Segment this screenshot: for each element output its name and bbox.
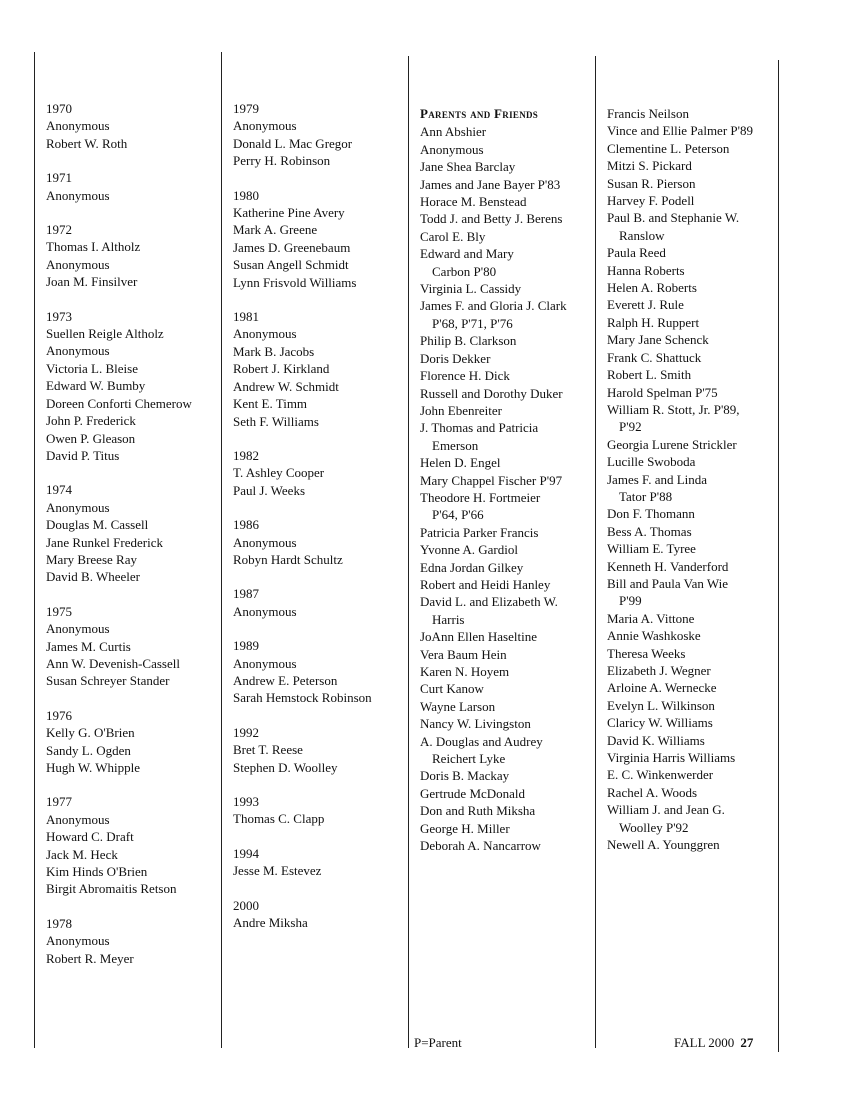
donor-name: Curt Kanow [420, 681, 484, 697]
class-year-group [233, 637, 372, 707]
donor-entry [420, 628, 567, 645]
donor-name: Everett J. Rule [607, 297, 684, 313]
donor-name: Robert W. Roth [46, 135, 128, 151]
donor-name: Kent E. Timm [233, 396, 308, 412]
donor-name: Arloine A. Wernecke [607, 680, 717, 696]
donor-entry [420, 419, 567, 454]
donor-name: Lucille Swoboda [607, 454, 696, 470]
donor-name: David P. Titus [46, 447, 120, 463]
donor-name: Thomas I. Altholz [46, 239, 141, 255]
donor-entry [607, 349, 753, 366]
donor-name: Helen A. Roberts [607, 280, 697, 296]
donor-column-3 [420, 105, 567, 854]
donor-name: Bill and Paula Van Wie [607, 575, 729, 591]
donor-entry [420, 593, 567, 628]
donor-name: Stephen D. Woolley [233, 759, 338, 775]
donor-name: Kenneth H. Vanderford [607, 558, 729, 574]
donor-name: James F. and Linda [607, 471, 708, 487]
donor-name: Jane Runkel Frederick [46, 534, 163, 550]
donor-name: Edward W. Bumby [46, 378, 146, 394]
donor-name: Anonymous [46, 118, 110, 134]
donor-entry [607, 296, 753, 313]
donor-name: Don F. Thomann [607, 506, 695, 522]
donor-entry [420, 837, 567, 854]
donor-name: Victoria L. Bleise [46, 360, 138, 376]
donor-entry [420, 698, 567, 715]
column-rule-3 [408, 56, 409, 1048]
donor-name: Anonymous [46, 256, 110, 272]
donor-entry [607, 801, 753, 836]
donor-entry [607, 836, 753, 853]
donor-entry [607, 679, 753, 696]
donor-entry [607, 453, 753, 470]
class-year-group [46, 707, 192, 777]
donor-name: Paula Reed [607, 245, 666, 261]
donor-entry [607, 505, 753, 522]
donor-entry [420, 402, 567, 419]
donor-name-continued: P'64, P'66 [432, 507, 484, 523]
donor-name: Mary Breese Ray [46, 551, 137, 567]
donor-name: Jesse M. Estevez [233, 863, 322, 879]
donor-entry [420, 454, 567, 471]
donor-entry [420, 280, 567, 297]
donor-entry [607, 140, 753, 157]
donor-entry [420, 715, 567, 732]
donor-name: Wayne Larson [420, 698, 496, 714]
donor-name: Russell and Dorothy Duker [420, 385, 563, 401]
class-year: 1993 [233, 794, 259, 809]
donor-entry [420, 350, 567, 367]
donor-name: James M. Curtis [46, 638, 131, 654]
donor-entry [607, 175, 753, 192]
donor-name: John Ebenreiter [420, 402, 502, 418]
donor-entry [420, 472, 567, 489]
donor-entry [607, 122, 753, 139]
donor-name: Perry H. Robinson [233, 153, 331, 169]
donor-name: Nancy W. Livingston [420, 716, 531, 732]
donor-name: Donald L. Mac Gregor [233, 135, 353, 151]
class-year: 1977 [46, 794, 72, 810]
donor-name: George H. Miller [420, 820, 510, 836]
class-year-group [233, 897, 372, 932]
donor-name-continued: Reichert Lyke [432, 751, 506, 767]
class-year: 1994 [233, 845, 259, 861]
donor-name: Robert L. Smith [607, 367, 692, 383]
class-year: 1992 [233, 724, 259, 740]
donor-name: Vera Baum Hein [420, 646, 507, 662]
class-year: 1972 [46, 222, 72, 238]
donor-name: Yvonne A. Gardiol [420, 542, 518, 558]
donor-name: Owen P. Gleason [46, 430, 136, 446]
column-rule-4 [595, 56, 596, 1048]
donor-name: Hugh W. Whipple [46, 760, 141, 775]
donor-entry [607, 697, 753, 714]
donor-name: Anonymous [233, 534, 297, 550]
donor-name: Doris B. Mackay [420, 768, 510, 784]
donor-name: Harold Spelman P'75 [607, 384, 718, 400]
class-year-group [46, 915, 192, 967]
donor-name: Horace M. Benstead [420, 194, 527, 210]
donor-name: Virginia Harris Williams [607, 750, 736, 766]
donor-name: Anonymous [46, 811, 110, 827]
class-year: 1979 [233, 101, 259, 116]
donor-entry [607, 436, 753, 453]
donor-name: Mary Jane Schenck [607, 332, 709, 348]
donor-name: David K. Williams [607, 732, 705, 748]
donor-name: J. Thomas and Patricia [420, 420, 539, 436]
class-year-group [233, 516, 372, 568]
donor-name: Anonymous [233, 326, 297, 342]
donor-name: Newell A. Younggren [607, 837, 720, 853]
donor-entry [420, 176, 567, 193]
donor-name: Bess A. Thomas [607, 523, 692, 539]
donor-entry [607, 662, 753, 679]
page-number: 27 [740, 1035, 754, 1050]
donor-entry [420, 367, 567, 384]
donor-name: Robert J. Kirkland [233, 361, 330, 377]
footer-issue [674, 1035, 753, 1051]
donor-name: Bret T. Reese [233, 742, 303, 758]
donor-entry [607, 279, 753, 296]
donor-name: Howard C. Draft [46, 829, 134, 845]
class-year: 1987 [233, 586, 259, 602]
donor-name: Ann W. Devenish-Cassell [46, 655, 180, 671]
donor-name: Philip B. Clarkson [420, 333, 517, 349]
class-year-group [233, 100, 372, 170]
donor-name: Vince and Ellie Palmer P'89 [607, 123, 753, 139]
donor-name: David L. and Elizabeth W. [420, 594, 558, 610]
donor-name-continued: P'92 [619, 419, 642, 435]
donor-name: Maria A. Vittone [607, 610, 695, 626]
class-year-group [233, 793, 372, 828]
donor-name: Anonymous [233, 118, 297, 134]
donor-name: Ann Abshier [420, 124, 487, 140]
column-rule-1 [34, 52, 35, 1048]
donor-entry [420, 158, 567, 175]
donor-name: Kelly G. O'Brien [46, 725, 135, 741]
donor-name: William R. Stott, Jr. P'89, [607, 401, 740, 417]
class-year: 1982 [233, 447, 259, 463]
donor-entry [420, 245, 567, 280]
class-year: 1989 [233, 638, 259, 654]
donor-name: Suellen Reigle Altholz [46, 326, 164, 342]
donor-entry [420, 210, 567, 227]
donor-name: Mitzi S. Pickard [607, 158, 692, 174]
donor-name: T. Ashley Cooper [233, 465, 325, 481]
class-year-group [233, 724, 372, 776]
issue-label: FALL 2000 [674, 1035, 735, 1050]
donor-name-continued: Tator P'88 [619, 488, 673, 504]
donor-entry [420, 576, 567, 593]
donor-name: Lynn Frisvold Williams [233, 274, 357, 290]
donor-name: Hanna Roberts [607, 262, 685, 278]
donor-entry [607, 766, 753, 783]
donor-name: Todd J. and Betty J. Berens [420, 211, 563, 227]
donor-entry [607, 784, 753, 801]
column-rule-2 [221, 52, 222, 1048]
class-year: 2000 [233, 897, 259, 913]
class-year-group [233, 308, 372, 430]
donor-name: Anonymous [420, 141, 484, 157]
donor-entry [420, 559, 567, 576]
donor-name-continued: Emerson [432, 437, 479, 453]
donor-entry [607, 523, 753, 540]
donor-entry [607, 105, 753, 122]
donor-name: Jane Shea Barclay [420, 159, 516, 175]
class-year: 1981 [233, 309, 259, 325]
donor-name-continued: P'68, P'71, P'76 [432, 315, 513, 331]
donor-name: Deborah A. Nancarrow [420, 838, 541, 854]
donor-entry [420, 123, 567, 140]
donor-entry [607, 714, 753, 731]
donor-entry [420, 820, 567, 837]
donor-name: Virginia L. Cassidy [420, 281, 522, 297]
donor-name: Paul J. Weeks [233, 482, 306, 498]
donor-name: Ralph H. Ruppert [607, 314, 700, 330]
parents-friends-list [420, 123, 567, 854]
donor-name: Kim Hinds O'Brien [46, 864, 148, 880]
donor-name: Florence H. Dick [420, 368, 510, 384]
donor-name: James D. Greenebaum [233, 239, 351, 255]
donor-entry [420, 228, 567, 245]
donor-name: Robert and Heidi Hanley [420, 576, 551, 592]
donor-name: James and Jane Bayer P'83 [420, 176, 561, 192]
class-year-group [233, 845, 372, 880]
donor-entry [607, 749, 753, 766]
donor-entry [607, 627, 753, 644]
donor-name: Sandy L. Ogden [46, 742, 131, 758]
donor-name: Anonymous [46, 621, 110, 637]
class-year-group [46, 481, 192, 585]
donor-entry [607, 732, 753, 749]
donor-name: Claricy W. Williams [607, 715, 713, 731]
donor-name: Edna Jordan Gilkey [420, 559, 524, 575]
donor-entry [607, 645, 753, 662]
class-year: 1970 [46, 101, 72, 116]
class-year-group [233, 585, 372, 620]
donor-entry [420, 385, 567, 402]
donor-entry [420, 767, 567, 784]
donor-name-continued: Woolley P'92 [619, 819, 689, 835]
donor-name: Don and Ruth Miksha [420, 803, 536, 819]
class-year: 1976 [46, 707, 72, 723]
donor-name: Jack M. Heck [46, 846, 118, 862]
donor-name: Harvey F. Podell [607, 193, 695, 209]
donor-name: Anonymous [233, 655, 297, 671]
donor-name: Rachel A. Woods [607, 784, 698, 800]
donor-name: Doris Dekker [420, 350, 491, 366]
donor-name: Susan R. Pierson [607, 175, 696, 191]
class-year-group [46, 308, 192, 465]
donor-entry [420, 802, 567, 819]
donor-entry [420, 193, 567, 210]
class-year-group [46, 603, 192, 690]
class-year: 1971 [46, 170, 72, 186]
donor-entry [607, 610, 753, 627]
donor-name: Anonymous [46, 343, 110, 359]
donor-name: JoAnn Ellen Haseltine [420, 629, 537, 645]
donor-name: Doreen Conforti Chemerow [46, 395, 192, 411]
donor-name: Helen D. Engel [420, 455, 501, 471]
donor-name: Mark B. Jacobs [233, 343, 315, 359]
donor-name: Andrew E. Peterson [233, 672, 338, 688]
donor-name: Elizabeth J. Wegner [607, 663, 711, 678]
donor-name: Theodore H. Fortmeier [420, 489, 541, 505]
class-year-group [233, 187, 372, 291]
donor-name: Carol E. Bly [420, 228, 486, 244]
donor-name: Mary Chappel Fischer P'97 [420, 472, 563, 488]
donor-entry [607, 157, 753, 174]
donor-name: Karen N. Hoyem [420, 664, 510, 679]
donor-entry [420, 489, 567, 524]
class-year: 1986 [233, 517, 259, 533]
donor-entry [607, 192, 753, 209]
footer-legend: P=Parent [414, 1035, 462, 1050]
donor-entry [607, 262, 753, 279]
donor-entry [607, 384, 753, 401]
donor-name: Katherine Pine Avery [233, 205, 345, 221]
donor-entry [420, 646, 567, 663]
donor-name: Robyn Hardt Schultz [233, 551, 343, 567]
donor-name: Anonymous [46, 187, 110, 203]
donor-name: Annie Washkoske [607, 628, 701, 644]
donor-name: A. Douglas and Audrey [420, 733, 543, 749]
donor-entry [607, 209, 753, 244]
donor-name: Thomas C. Clapp [233, 811, 325, 827]
donor-name-continued: Harris [432, 611, 465, 627]
donor-name: Anonymous [46, 933, 110, 949]
donor-name: Evelyn L. Wilkinson [607, 697, 715, 713]
donor-name-continued: Ranslow [619, 227, 665, 243]
donor-entry [420, 680, 567, 697]
donor-entry [420, 297, 567, 332]
donor-entry [420, 541, 567, 558]
donor-name: William E. Tyree [607, 541, 696, 557]
class-year: 1975 [46, 603, 72, 619]
donor-name: Patricia Parker Francis [420, 524, 539, 540]
donor-name: William J. and Jean G. [607, 802, 725, 818]
column-rule-5 [778, 60, 779, 1052]
class-year-group [46, 221, 192, 291]
donor-name: Paul B. and Stephanie W. [607, 210, 740, 226]
donor-name: Joan M. Finsilver [46, 274, 138, 290]
donor-name: Susan Angell Schmidt [233, 257, 349, 273]
class-year-group [46, 793, 192, 897]
class-year-group [233, 447, 372, 499]
donor-name: E. C. Winkenwerder [607, 767, 714, 783]
donor-name: Edward and Mary [420, 246, 514, 262]
donor-entry [420, 141, 567, 158]
donor-column-1 [46, 100, 192, 967]
donor-column-4 [607, 105, 753, 853]
donor-name: Anonymous [46, 499, 110, 515]
donor-name: Douglas M. Cassell [46, 517, 149, 533]
class-year: 1974 [46, 482, 72, 498]
donor-name: Andrew W. Schmidt [233, 378, 339, 394]
donor-name-continued: Carbon P'80 [432, 263, 497, 279]
class-year: 1978 [46, 915, 72, 931]
donor-entry [607, 471, 753, 506]
class-year: 1973 [46, 308, 72, 324]
donor-name: James F. and Gloria J. Clark [420, 298, 567, 314]
donor-entry [607, 558, 753, 575]
donor-name: Andre Miksha [233, 915, 308, 931]
class-year: 1980 [233, 187, 259, 203]
donor-entry [607, 575, 753, 610]
class-year-group [46, 169, 192, 204]
donor-column-2 [233, 100, 372, 931]
donor-name: Frank C. Shattuck [607, 349, 702, 365]
donor-entry [420, 332, 567, 349]
donor-name: Robert R. Meyer [46, 950, 134, 966]
donor-name: Gertrude McDonald [420, 785, 526, 801]
donor-name: Francis Neilson [607, 106, 689, 121]
donor-name: Georgia Lurene Strickler [607, 436, 737, 452]
donor-name: Mark A. Greene [233, 222, 318, 238]
donor-entry [607, 366, 753, 383]
donor-name: Birgit Abromaitis Retson [46, 881, 177, 897]
donor-entry [607, 314, 753, 331]
donor-name-continued: P'99 [619, 593, 642, 609]
donor-entry [420, 524, 567, 541]
donor-name: Susan Schreyer Stander [46, 673, 170, 689]
donor-name: David B. Wheeler [46, 569, 140, 585]
donor-name: Anonymous [233, 603, 297, 619]
donor-name: Seth F. Williams [233, 413, 319, 429]
donor-name: Theresa Weeks [607, 645, 686, 661]
donor-entry [420, 733, 567, 768]
donor-name: Clementine L. Peterson [607, 140, 730, 156]
donor-entry [420, 663, 567, 680]
donor-entry [420, 785, 567, 802]
donor-entry [607, 244, 753, 261]
section-heading-parents-and-friends: Parents and Friends [420, 106, 539, 121]
donor-entry [607, 331, 753, 348]
donor-entry [607, 540, 753, 557]
class-year-group [46, 100, 192, 152]
donor-name: Sarah Hemstock Robinson [233, 690, 372, 706]
donor-name: John P. Frederick [46, 413, 136, 429]
donor-entry [607, 401, 753, 436]
